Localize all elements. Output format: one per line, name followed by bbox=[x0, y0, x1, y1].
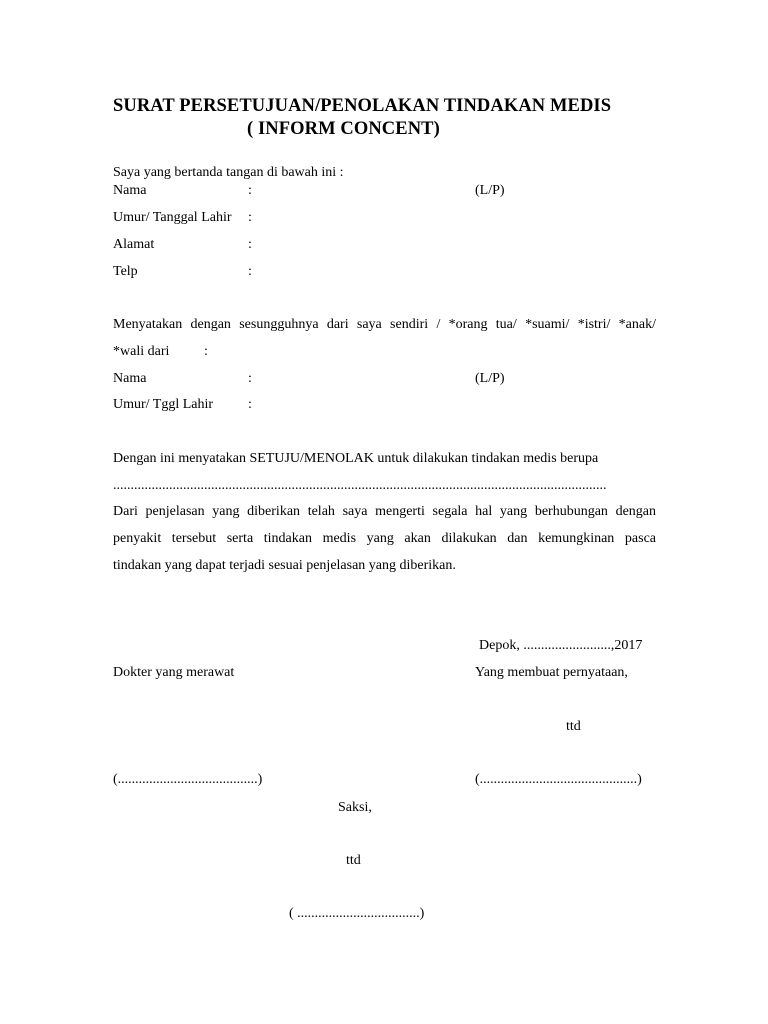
explanation-line: tindakan yang dapat terjadi sesuai penjelasan yang diberikan. bbox=[113, 558, 456, 573]
declarant-label: Yang membuat pernyataan, bbox=[475, 665, 628, 680]
doctor-signature-line: (........................................) bbox=[113, 772, 263, 787]
gender-option: (L/P) bbox=[475, 371, 505, 386]
field-label-telp: Telp bbox=[113, 264, 138, 279]
witness-ttd: ttd bbox=[346, 853, 361, 868]
declarant-signature-line: (.............................................) bbox=[475, 772, 642, 787]
field-colon: : bbox=[248, 183, 252, 198]
intro-text: Saya yang bertanda tangan di bawah ini : bbox=[113, 165, 344, 180]
field-colon: : bbox=[248, 371, 252, 386]
field-colon: : bbox=[248, 264, 252, 279]
field-label-umur: Umur/ Tggl Lahir bbox=[113, 397, 214, 412]
explanation-line: Dari penjelasan yang diberikan telah saya mengerti segala hal yang berhubungan dengan bbox=[113, 504, 656, 519]
statement-text: Menyatakan dengan sesungguhnya dari saya sendiri / *orang tua/ *suami/ *istri/ *anak/ bbox=[113, 317, 656, 332]
field-label-alamat: Alamat bbox=[113, 237, 155, 252]
field-label-nama: Nama bbox=[113, 371, 147, 386]
doctor-label: Dokter yang merawat bbox=[113, 665, 235, 680]
field-label-umur: Umur/ Tanggal Lahir bbox=[113, 210, 232, 225]
document-title: SURAT PERSETUJUAN/PENOLAKAN TINDAKAN MEDIS bbox=[113, 96, 612, 116]
witness-label: Saksi, bbox=[338, 800, 372, 815]
field-colon: : bbox=[204, 344, 208, 359]
field-colon: : bbox=[248, 210, 252, 225]
field-colon: : bbox=[248, 397, 252, 412]
witness-signature-line: ( ...................................) bbox=[289, 906, 425, 921]
declarant-ttd: ttd bbox=[566, 719, 581, 734]
place-date: Depok, .........................,2017 bbox=[479, 638, 643, 653]
gender-option: (L/P) bbox=[475, 183, 505, 198]
consent-text: Dengan ini menyatakan SETUJU/MENOLAK untuk dilakukan tindakan medis berupa bbox=[113, 451, 599, 466]
field-colon: : bbox=[248, 237, 252, 252]
explanation-line: penyakit tersebut serta tindakan medis yang akan dilakukan dan kemungkinan pasca bbox=[113, 531, 656, 546]
wali-label: *wali dari bbox=[113, 344, 170, 359]
document-subtitle: ( INFORM CONCENT) bbox=[247, 119, 440, 139]
procedure-dotted-line: ............................................................................................................................................. bbox=[113, 478, 607, 493]
field-label-nama: Nama bbox=[113, 183, 147, 198]
